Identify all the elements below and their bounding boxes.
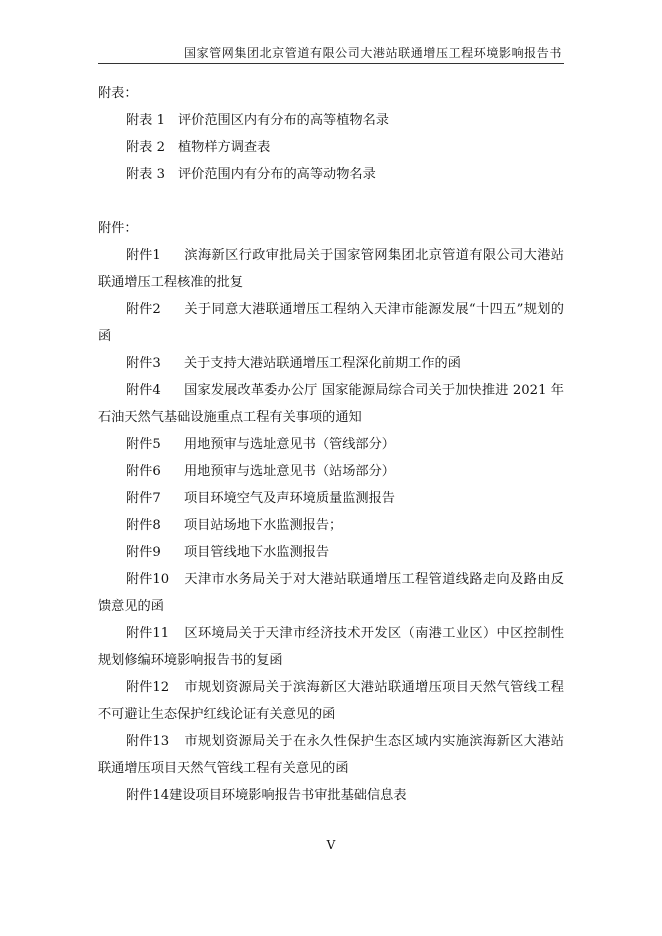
schedules-heading: 附表： [98, 86, 138, 101]
attachment-item-7 [98, 485, 564, 512]
attachment-label: 附件9 [126, 545, 161, 560]
header-rule [98, 63, 564, 64]
schedule-label: 附表 1 [126, 113, 165, 128]
attachment-title: 项目站场地下水监测报告； [184, 518, 343, 533]
attachment-label: 附件7 [126, 491, 161, 506]
attachment-label: 附件14 [126, 788, 170, 803]
attachment-item-8 [98, 512, 564, 539]
attachment-label: 附件8 [126, 518, 161, 533]
attachment-item-1 [98, 242, 564, 296]
appendix-list [98, 80, 564, 809]
schedule-title: 植物样方调查表 [178, 140, 271, 155]
attachment-title: 滨海新区行政审批局关于国家管网集团北京管道有限公司大港站联通增压工程核准的批复 [98, 248, 564, 290]
schedule-title: 评价范围区内有分布的高等植物名录 [178, 113, 389, 128]
section-gap [98, 188, 564, 215]
attachment-label: 附件10 [126, 572, 170, 587]
running-header: 国家管网集团北京管道有限公司大港站联通增压工程环境影响报告书 [183, 46, 562, 60]
attachment-title: 用地预审与选址意见书（管线部分） [184, 437, 395, 452]
schedule-label: 附表 2 [126, 140, 165, 155]
attachment-label: 附件11 [126, 626, 170, 641]
schedule-item-1 [98, 107, 564, 134]
schedule-item-3 [98, 161, 564, 188]
attachment-title: 天津市水务局关于对大港站联通增压工程管道线路走向及路由反馈意见的函 [98, 572, 564, 614]
attachment-item-2 [98, 296, 564, 350]
attachment-label: 附件12 [126, 680, 170, 695]
attachment-label: 附件3 [126, 356, 161, 371]
attachment-title: 市规划资源局关于在永久性保护生态区域内实施滨海新区大港站联通增压项目天然气管线工程有关意见的函 [98, 734, 564, 776]
attachment-item-5 [98, 431, 564, 458]
attachment-title: 用地预审与选址意见书（站场部分） [184, 464, 395, 479]
attachment-title: 国家发展改革委办公厅 国家能源局综合司关于加快推进 2021 年石油天然气基础设施重点工程有关事项的通知 [98, 383, 564, 425]
attachment-item-13 [98, 728, 564, 782]
attachment-label: 附件13 [126, 734, 170, 749]
schedule-title: 评价范围内有分布的高等动物名录 [178, 167, 376, 182]
attachment-title: 市规划资源局关于滨海新区大港站联通增压项目天然气管线工程不可避让生态保护红线论证有关意见的函 [98, 680, 564, 722]
attachment-item-14 [98, 782, 564, 809]
schedule-label: 附表 3 [126, 167, 165, 182]
attachments-heading: 附件： [98, 221, 138, 236]
attachment-item-11 [98, 620, 564, 674]
attachment-item-4 [98, 377, 564, 431]
schedule-item-2 [98, 134, 564, 161]
attachment-label: 附件4 [126, 383, 161, 398]
attachment-label: 附件5 [126, 437, 161, 452]
attachment-title: 区环境局关于天津市经济技术开发区（南港工业区）中区控制性规划修编环境影响报告书的复函 [98, 626, 564, 668]
attachment-item-12 [98, 674, 564, 728]
attachment-label: 附件2 [126, 302, 161, 317]
attachment-item-6 [98, 458, 564, 485]
attachment-title: 项目管线地下水监测报告 [184, 545, 330, 560]
attachment-item-9 [98, 539, 564, 566]
attachment-item-3 [98, 350, 564, 377]
attachment-item-10 [98, 566, 564, 620]
attachment-title: 关于同意大港联通增压工程纳入天津市能源发展“十四五”规划的函 [98, 302, 564, 344]
attachment-title: 建设项目环境影响报告书审批基础信息表 [169, 788, 407, 803]
attachment-label: 附件1 [126, 248, 161, 263]
attachment-title: 项目环境空气及声环境质量监测报告 [184, 491, 395, 506]
attachment-title: 关于支持大港站联通增压工程深化前期工作的函 [184, 356, 461, 371]
attachment-label: 附件6 [126, 464, 161, 479]
page-number: V [326, 838, 336, 852]
